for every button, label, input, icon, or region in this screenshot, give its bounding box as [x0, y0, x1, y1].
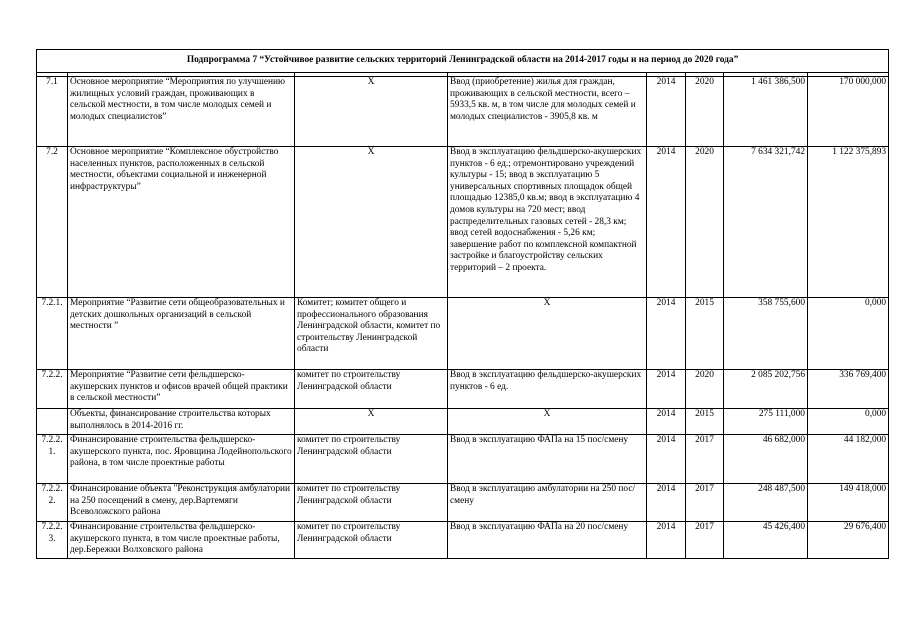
executor: Комитет; комитет общего и профессионального образования Ленинградской области, комитет по строительству Ленинградской области — [295, 298, 448, 370]
row-number: 7.2.2. 3. — [37, 522, 68, 559]
table-row — [37, 435, 889, 484]
activity-name: Финансирование строительства фельдшерско-акушерского пункта, пос. Яровщина Лодейнопольского района, в том числе проектные работы — [68, 435, 295, 484]
expected-result: Ввод в эксплуатацию ФАПа на 20 пос/смену — [448, 522, 647, 559]
amount-year: 0,000 — [808, 409, 889, 435]
year-start: 2014 — [647, 370, 686, 409]
year-end: 2020 — [686, 370, 724, 409]
activity-name: Финансирование строительства фельдшерско-акушерского пункта, в том числе проектные работы, дер.Бережки Волховского района — [68, 522, 295, 559]
table-row — [37, 77, 889, 147]
activity-name: Мероприятие “Развитие сети фельдшерско-акушерских пунктов и офисов врачей общей практики в сельской местности” — [68, 370, 295, 409]
amount-total: 46 682,000 — [724, 435, 808, 484]
table-row — [37, 409, 889, 435]
executor: комитет по строительству Ленинградской области — [295, 370, 448, 409]
program-table — [36, 49, 889, 559]
executor: X — [295, 77, 448, 147]
year-start: 2014 — [647, 147, 686, 298]
amount-total: 275 111,000 — [724, 409, 808, 435]
expected-result: X — [448, 298, 647, 370]
executor: X — [295, 147, 448, 298]
amount-year: 29 676,400 — [808, 522, 889, 559]
amount-total: 7 634 321,742 — [724, 147, 808, 298]
year-end: 2017 — [686, 435, 724, 484]
table-row — [37, 522, 889, 559]
year-end: 2020 — [686, 147, 724, 298]
expected-result: X — [448, 409, 647, 435]
year-start: 2014 — [647, 409, 686, 435]
table-row — [37, 370, 889, 409]
amount-year: 170 000,000 — [808, 77, 889, 147]
year-end: 2017 — [686, 522, 724, 559]
expected-result: Ввод в эксплуатацию фельдшерско-акушерских пунктов - 6 ед. — [448, 370, 647, 409]
activity-name: Объекты, финансирование строительства которых выполнялось в 2014-2016 гг. — [68, 409, 295, 435]
table-row — [37, 484, 889, 522]
row-number: 7.2.2. — [37, 370, 68, 409]
year-start: 2014 — [647, 435, 686, 484]
amount-total: 45 426,400 — [724, 522, 808, 559]
year-start: 2014 — [647, 298, 686, 370]
table-row — [37, 298, 889, 370]
executor: комитет по строительству Ленинградской области — [295, 522, 448, 559]
year-end: 2015 — [686, 409, 724, 435]
executor: X — [295, 409, 448, 435]
row-number: 7.2.2. 2. — [37, 484, 68, 522]
activity-name: Мероприятие “Развитие сети общеобразовательных и детских дошкольных организаций в сельской местности ” — [68, 298, 295, 370]
year-start: 2014 — [647, 484, 686, 522]
executor: комитет по строительству Ленинградской области — [295, 484, 448, 522]
amount-year: 44 182,000 — [808, 435, 889, 484]
amount-year: 149 418,000 — [808, 484, 889, 522]
table-row — [37, 147, 889, 298]
row-number: 7.2 — [37, 147, 68, 298]
year-end: 2017 — [686, 484, 724, 522]
expected-result: Ввод в эксплуатацию амбулатории на 250 пос/смену — [448, 484, 647, 522]
expected-result: Ввод (приобретение) жилья для граждан, проживающих в сельской местности, всего – 5933,5 кв. м, в том числе для молодых семей и молодых специалистов - 3905,8 кв. м — [448, 77, 647, 147]
amount-total: 248 487,500 — [724, 484, 808, 522]
row-number — [37, 409, 68, 435]
amount-total: 358 755,600 — [724, 298, 808, 370]
row-number: 7.1 — [37, 77, 68, 147]
year-end: 2020 — [686, 77, 724, 147]
year-start: 2014 — [647, 522, 686, 559]
subprogram-title: Подпрограмма 7 “Устойчивое развитие сельских территорий Ленинградской области на 2014-2017 годы и на период до 2020 года” — [37, 50, 889, 73]
amount-year: 0,000 — [808, 298, 889, 370]
activity-name: Финансирование объекта "Реконструкция амбулатории на 250 посещений в смену, дер.Вартемяги Всеволожского района — [68, 484, 295, 522]
caption-row — [37, 50, 889, 73]
amount-total: 2 085 202,756 — [724, 370, 808, 409]
year-end: 2015 — [686, 298, 724, 370]
expected-result: Ввод в эксплуатацию фельдшерско-акушерских пунктов - 6 ед.; отремонтировано учреждений культуры - 15; ввод в эксплуатацию 5 универсальных спортивных площадок общей площадью 12385,0 кв.м; ввод в эксплуатацию 4 домов культуры на 720 мест; ввод распределительных газовых сетей - 28,3 км; ввод сетей водоснабжения - 5,26 км; завершение работ по комплексной компактной застройке и благоустройству сельских территорий – 2 проекта. — [448, 147, 647, 298]
activity-name: Основное мероприятие “Комплексное обустройство населенных пунктов, расположенных в сельской местности, объектами социальной и инженерной инфраструктуры” — [68, 147, 295, 298]
amount-total: 1 461 386,500 — [724, 77, 808, 147]
row-number: 7.2.1. — [37, 298, 68, 370]
amount-year: 336 769,400 — [808, 370, 889, 409]
activity-name: Основное мероприятие “Мероприятия по улучшению жилищных условий граждан, проживающих в сельской местности, в том числе молодых семей и молодых специалистов” — [68, 77, 295, 147]
year-start: 2014 — [647, 77, 686, 147]
executor: комитет по строительству Ленинградской области — [295, 435, 448, 484]
expected-result: Ввод в эксплуатацию ФАПа на 15 пос/смену — [448, 435, 647, 484]
row-number: 7.2.2. 1. — [37, 435, 68, 484]
amount-year: 1 122 375,893 — [808, 147, 889, 298]
